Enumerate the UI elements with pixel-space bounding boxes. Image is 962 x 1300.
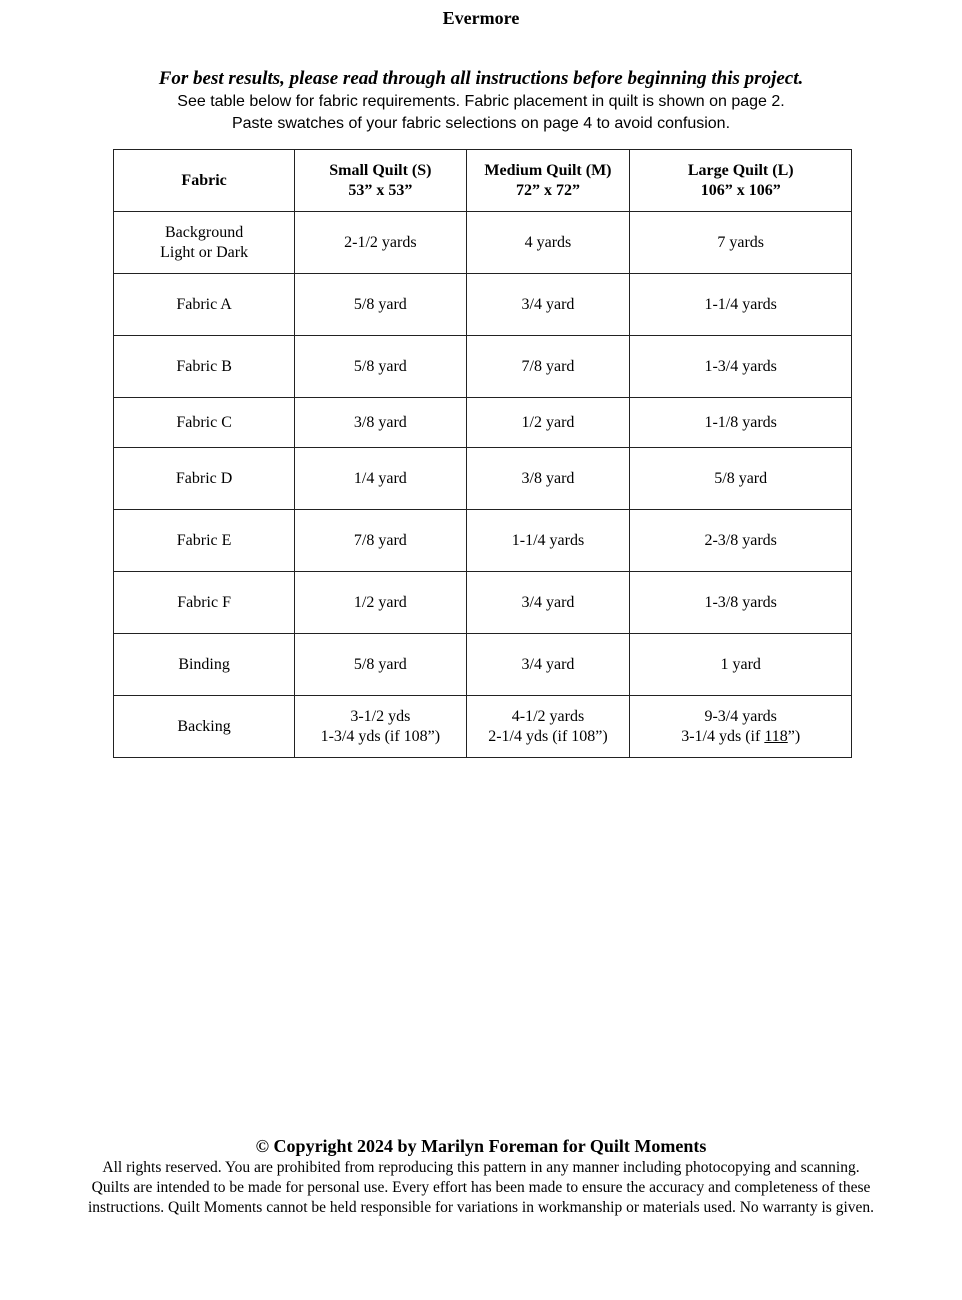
cell-text: 5/8 yard	[353, 295, 407, 313]
cell-text: 4-1/2 yards	[511, 707, 585, 725]
cell-text: 1/4 yard	[353, 469, 407, 487]
cell-text: 1-1/4 yards	[511, 531, 585, 549]
cell-text: 9-3/4 yards	[704, 707, 777, 725]
cell-text: 3/8 yard	[353, 413, 407, 431]
medium-quilt-cell	[466, 572, 630, 634]
large-quilt-cell	[630, 212, 852, 274]
cell-text: Fabric D	[175, 469, 233, 487]
cell-text: 1-3/8 yards	[704, 593, 777, 611]
fabric-name-cell	[114, 634, 295, 696]
cell-text: 7 yards	[717, 233, 765, 251]
cell-text: Binding	[178, 655, 230, 673]
table-header-row	[114, 150, 852, 212]
fabric-name-cell	[114, 510, 295, 572]
cell-text: 5/8 yard	[353, 357, 407, 375]
copyright-line: © Copyright 2024 by Marilyn Foreman for Quilt Moments	[255, 1136, 707, 1156]
medium-quilt-cell	[466, 336, 630, 398]
large-quilt-cell	[630, 696, 852, 758]
fabric-name-cell	[114, 274, 295, 336]
footer-line-3: instructions. Quilt Moments cannot be held responsible for variations in workmanship or materials used. No warranty is given.	[87, 1199, 875, 1216]
cell-text: 7/8 yard	[521, 357, 575, 375]
intro-block	[0, 66, 962, 135]
cell-text: 3-1/2 yds	[350, 707, 411, 725]
small-quilt-cell	[295, 212, 466, 274]
header-medium-quilt	[466, 150, 630, 212]
small-quilt-cell	[295, 510, 466, 572]
cell-text: 7/8 yard	[353, 531, 407, 549]
cell-text: Background	[164, 223, 244, 241]
medium-quilt-cell	[466, 398, 630, 448]
footer-line-2: Quilts are intended to be made for personal use. Every effort has been made to ensure the accuracy and completeness of these	[91, 1179, 871, 1196]
header-large-quilt	[630, 150, 852, 212]
cell-text: 3/8 yard	[521, 469, 575, 487]
cell-text: 2-1/4 yds (if 108”)	[488, 727, 608, 745]
large-quilt-cell	[630, 572, 852, 634]
small-quilt-cell	[295, 696, 466, 758]
large-quilt-cell	[630, 634, 852, 696]
medium-quilt-cell	[466, 634, 630, 696]
table-row	[114, 398, 852, 448]
table-row	[114, 274, 852, 336]
underlined-size: 118	[764, 727, 788, 745]
small-quilt-cell	[295, 398, 466, 448]
cell-text: Fabric F	[177, 593, 231, 611]
header-text: Fabric	[181, 171, 227, 189]
header-fabric	[114, 150, 295, 212]
large-quilt-cell	[630, 274, 852, 336]
header-text: Large Quilt (L)	[687, 161, 794, 179]
cell-text: 2-1/2 yards	[344, 233, 417, 251]
footer	[0, 1134, 962, 1218]
footer-line-1: All rights reserved. You are prohibited from reproducing this pattern in any manner including photocopying and scanning.	[102, 1159, 860, 1176]
header-text: Small Quilt (S)	[329, 161, 432, 179]
cell-text: 1-1/8 yards	[704, 413, 777, 431]
cell-text: 5/8 yard	[353, 655, 407, 673]
small-quilt-cell	[295, 448, 466, 510]
intro-line-1: See table below for fabric requirements. Fabric placement in quilt is shown on page 2.	[177, 93, 785, 110]
header-size: 72” x 72”	[515, 181, 580, 199]
fabric-requirements-table	[113, 149, 852, 758]
header-size: 53” x 53”	[348, 181, 413, 199]
fabric-name-cell	[114, 448, 295, 510]
table-row	[114, 634, 852, 696]
fabric-name-cell	[114, 572, 295, 634]
cell-text: 3/4 yard	[521, 593, 575, 611]
table-row	[114, 572, 852, 634]
medium-quilt-cell	[466, 212, 630, 274]
header-small-quilt	[295, 150, 466, 212]
table-row	[114, 696, 852, 758]
cell-text: 2-3/8 yards	[704, 531, 777, 549]
cell-text: 3/4 yard	[521, 655, 575, 673]
fabric-name-cell	[114, 696, 295, 758]
page-title: Evermore	[442, 8, 520, 28]
header-text: Medium Quilt (M)	[484, 161, 612, 179]
cell-text: 1-3/4 yds (if 108”)	[320, 727, 441, 745]
table-body	[114, 212, 852, 758]
cell-text: 1-1/4 yards	[704, 295, 777, 313]
fabric-name-cell	[114, 398, 295, 448]
large-quilt-cell	[630, 398, 852, 448]
cell-text: 1/2 yard	[353, 593, 407, 611]
table-row	[114, 212, 852, 274]
cell-text: 1-3/4 yards	[704, 357, 777, 375]
cell-text: 3/4 yard	[521, 295, 575, 313]
large-quilt-cell	[630, 510, 852, 572]
cell-text: Fabric B	[176, 357, 232, 375]
large-quilt-cell	[630, 448, 852, 510]
medium-quilt-cell	[466, 510, 630, 572]
large-quilt-cell	[630, 336, 852, 398]
small-quilt-cell	[295, 274, 466, 336]
fabric-name-cell	[114, 336, 295, 398]
cell-text: Fabric E	[176, 531, 232, 549]
cell-text: Fabric C	[176, 413, 232, 431]
table-row	[114, 510, 852, 572]
cell-text: Backing	[177, 717, 231, 735]
cell-text: 3-1/4 yds (if 118”)	[681, 727, 801, 745]
cell-text: 1/2 yard	[521, 413, 575, 431]
small-quilt-cell	[295, 572, 466, 634]
medium-quilt-cell	[466, 448, 630, 510]
cell-text: 4 yards	[524, 233, 572, 251]
small-quilt-cell	[295, 336, 466, 398]
cell-text: 5/8 yard	[714, 469, 768, 487]
intro-emphasis: For best results, please read through all instructions before beginning this project.	[158, 68, 804, 89]
header-size: 106” x 106”	[700, 181, 781, 199]
small-quilt-cell	[295, 634, 466, 696]
intro-line-2: Paste swatches of your fabric selections on page 4 to avoid confusion.	[231, 115, 731, 132]
cell-text: Fabric A	[176, 295, 232, 313]
medium-quilt-cell	[466, 274, 630, 336]
fabric-name-cell	[114, 212, 295, 274]
table-row	[114, 448, 852, 510]
table-row	[114, 336, 852, 398]
cell-text: Light or Dark	[160, 243, 249, 261]
cell-text: 1 yard	[720, 655, 761, 673]
medium-quilt-cell	[466, 696, 630, 758]
